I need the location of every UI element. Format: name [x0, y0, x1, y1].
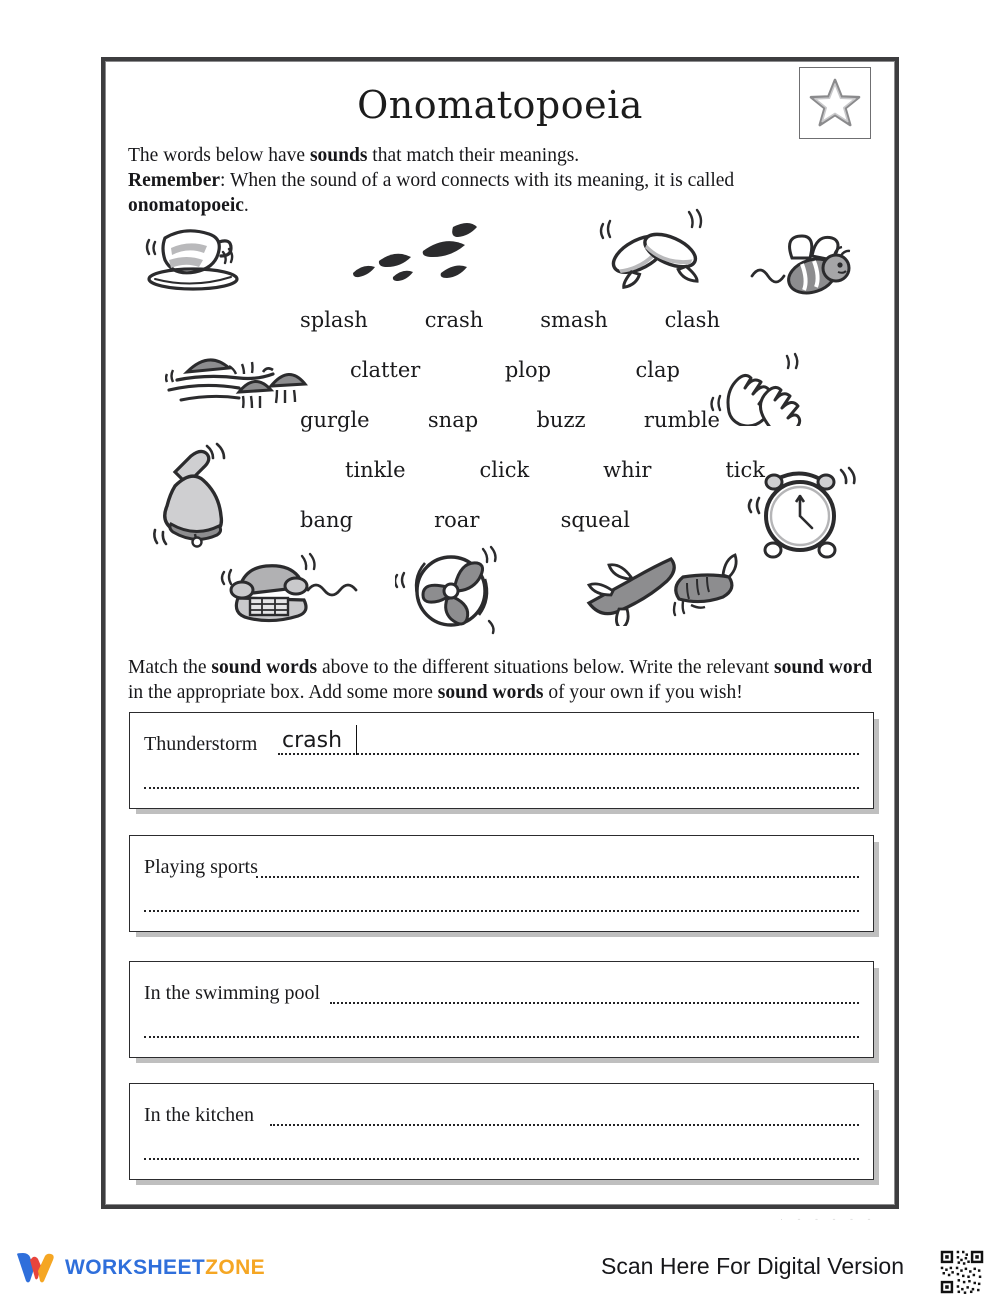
answer-box-swimming-pool[interactable] [129, 961, 874, 1058]
faint-marks: · - - - - - [780, 1214, 877, 1222]
sound-word: clap [635, 358, 680, 382]
intro-text: . [243, 195, 249, 216]
sound-word: smash [540, 308, 608, 332]
instruction-bold: sound words [211, 657, 318, 678]
answer-box-kitchen[interactable] [129, 1083, 874, 1180]
word-row [300, 508, 630, 532]
text-cursor [356, 725, 357, 755]
answer-box-playing-sports[interactable] [129, 835, 874, 932]
sound-word: click [479, 458, 530, 482]
instruction-bold: sound words [437, 682, 544, 703]
match-instruction [128, 655, 880, 705]
word-row [300, 308, 720, 332]
intro-text: The words below have [128, 145, 310, 166]
twig-snapping-icon [583, 551, 743, 626]
instruction-text: above to the different situations below. Write the relevant [317, 657, 775, 678]
footer [0, 1245, 1000, 1295]
answer-dotted-line[interactable] [144, 910, 859, 912]
handbell-ringing-icon [145, 438, 250, 548]
page-title: Onomatopoeia [357, 83, 643, 127]
answer-label: In the swimming pool [144, 982, 321, 1004]
electric-fan-whirring-icon [395, 541, 510, 636]
answer-label: Playing sports [144, 856, 258, 878]
instruction-text: in the appropriate box. Add some more [128, 682, 438, 703]
sound-word: plop [504, 358, 552, 382]
sound-word: crash [424, 308, 484, 332]
word-row [350, 358, 680, 382]
answer-box-thunderstorm[interactable] [129, 712, 874, 809]
intro-text: that match their meanings. [367, 145, 580, 166]
answer-label: In the kitchen [144, 1104, 254, 1126]
water-splash-icon [345, 221, 500, 291]
answer-written-value: crash [282, 728, 343, 753]
brand-logo[interactable] [14, 1251, 265, 1285]
sound-word: squeal [560, 508, 630, 532]
sound-word: clash [664, 308, 720, 332]
intro-bold-sounds: sounds [309, 145, 368, 166]
answer-dotted-line[interactable] [330, 1002, 859, 1004]
answer-dotted-line[interactable] [144, 787, 859, 789]
telephone-ringing-icon [220, 546, 360, 626]
sound-word: buzz [536, 408, 586, 432]
brand-worksheet: WORKSHEET [65, 1256, 206, 1279]
sound-word: roar [434, 508, 480, 532]
teacup-rattling-icon [131, 216, 261, 296]
sound-word: splash [300, 308, 368, 332]
scan-prompt: Scan Here For Digital Version [601, 1253, 904, 1279]
word-row [345, 458, 765, 482]
cymbals-clashing-icon [585, 206, 720, 296]
intro-text: : When the sound of a word connects with its meaning, it is called [220, 170, 735, 191]
intro-bold-onomatopoeic: onomatopoeic [128, 195, 244, 216]
sound-word: tick [725, 458, 765, 482]
brand-text [65, 1256, 265, 1280]
qr-code-icon[interactable] [936, 1249, 988, 1295]
answer-dotted-line[interactable] [256, 876, 859, 878]
sound-word: snap [427, 408, 479, 432]
word-list-area [105, 206, 895, 646]
sound-word: gurgle [300, 408, 370, 432]
instruction-text: of your own if you wish! [543, 682, 743, 703]
sound-word: whir [603, 458, 652, 482]
sound-word: rumble [643, 408, 720, 432]
answer-dotted-line[interactable] [144, 1036, 859, 1038]
bee-buzzing-icon [750, 234, 855, 304]
answer-dotted-line[interactable] [270, 1124, 859, 1126]
stream-gurgling-icon [165, 346, 310, 411]
instruction-bold: sound word [774, 657, 873, 678]
sound-word: bang [300, 508, 353, 532]
intro-bold-remember: Remember [128, 170, 221, 191]
word-row [300, 408, 720, 432]
brand-zone: ZONE [205, 1256, 266, 1279]
sound-word: clatter [350, 358, 421, 382]
answer-dotted-line[interactable] [144, 1158, 859, 1160]
sound-word: tinkle [345, 458, 406, 482]
instruction-text: Match the [128, 657, 212, 678]
answer-dotted-line[interactable] [278, 753, 859, 755]
intro-line-1 [128, 143, 828, 168]
hands-clapping-icon [703, 346, 828, 426]
answer-label: Thunderstorm [144, 733, 258, 755]
worksheetzone-w-logo-icon [14, 1251, 56, 1285]
worksheet-page [101, 57, 899, 1209]
